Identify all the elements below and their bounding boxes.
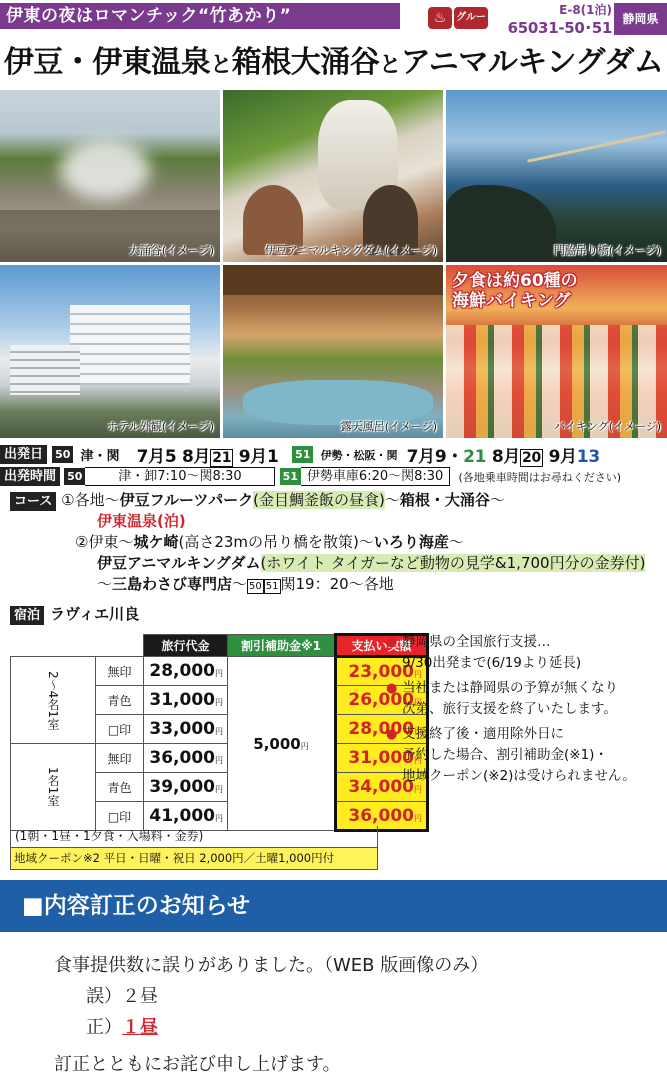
subsidy-amount <box>228 657 336 831</box>
seat-type: □印 <box>96 715 144 744</box>
yen-unit: 円 <box>414 813 422 823</box>
tour-price <box>144 744 228 773</box>
course-spot: 箱根・大涌谷 <box>399 491 490 509</box>
route-51-time: 伊勢車庫6:20～関8:30 <box>301 467 450 486</box>
course-spot: 伊豆フルーツパーク <box>119 491 254 509</box>
group-badge: グループ <box>454 7 488 29</box>
course-text: ②伊東～ <box>75 533 134 551</box>
tour-code-top: E-8(1泊) <box>559 3 612 17</box>
course-spot: 三島わさび専門店 <box>112 575 233 593</box>
title-part-1: 伊豆・伊東温泉 <box>3 45 211 80</box>
yen-unit: 円 <box>414 669 422 679</box>
note-text: 支援終了後・適用除外日に <box>402 726 564 742</box>
payment-value: 36,000 <box>348 805 414 826</box>
date: 7月5 <box>136 447 177 467</box>
route-51-dates <box>407 447 600 467</box>
header-payment: 支払い実額 <box>336 635 428 657</box>
payment-value: 28,000 <box>348 719 414 739</box>
note-item <box>386 724 666 787</box>
title-connector-2: と <box>379 53 401 78</box>
photo-hotel <box>0 265 220 438</box>
course-line-3 <box>10 532 660 553</box>
departure-time-label: 出発時間 <box>0 467 60 486</box>
correct-value: １昼 <box>122 1017 158 1038</box>
wrong-value: ２昼 <box>122 986 158 1007</box>
date-month: 8月 <box>491 447 521 467</box>
yen-unit: 円 <box>215 785 223 794</box>
seat-type: 無印 <box>96 657 144 686</box>
header-price: 旅行代金 <box>144 635 228 657</box>
seat-type: 青色 <box>96 773 144 802</box>
room-group-1: 1名1室 <box>11 744 96 831</box>
payment-value: 26,000 <box>348 690 414 710</box>
payment-value: 31,000 <box>348 748 414 768</box>
note-text: 当社または静岡県の予算が無くなり <box>402 680 618 696</box>
route-50-cities: 津・関 <box>80 449 120 464</box>
note-text: 静岡県の全国旅行支援… <box>402 634 551 650</box>
route-50-mark: 50 <box>249 581 262 592</box>
course-text: ～ <box>97 575 113 593</box>
note-text: 予約した場合、割引補助金(※1)・ <box>402 747 608 763</box>
yen-unit: 円 <box>215 756 223 765</box>
notice-line: 食事提供数に誤りがありました。（WEB 版画像のみ） <box>54 955 489 976</box>
note-item <box>386 678 666 720</box>
included-items: (1朝・1昼・1夕食・入場料・金券) <box>10 826 378 848</box>
prefecture-badge: 静岡県 <box>614 3 667 35</box>
course-text: ①各地～ <box>61 491 120 509</box>
tour-code: 65031-50･51 <box>507 19 612 37</box>
accommodation <box>10 603 139 625</box>
onsen-icon: ♨ <box>428 7 452 29</box>
course-text: ～ <box>448 533 464 551</box>
table-row <box>11 744 428 773</box>
wrong-label: 誤） <box>86 986 122 1007</box>
table-row <box>11 657 428 686</box>
price-value: 41,000 <box>149 806 215 826</box>
buffet-line-1: 夕食は約60種の <box>452 271 578 291</box>
seat-type: □印 <box>96 802 144 831</box>
departure-times <box>0 467 667 486</box>
course-text: ～ <box>232 575 248 593</box>
tour-price <box>144 686 228 715</box>
price-value: 28,000 <box>149 661 215 681</box>
photo-caption: 門脇吊り橋(イメージ) <box>553 244 661 257</box>
seat-type: 無印 <box>96 744 144 773</box>
payment-value: 23,000 <box>348 661 414 682</box>
yen-unit: 円 <box>300 741 309 751</box>
travel-support-notes <box>386 632 666 787</box>
title-part-3: アニマルキングダム <box>400 45 664 80</box>
course-spot: いろり海産 <box>373 533 449 551</box>
seat-type: 青色 <box>96 686 144 715</box>
date-month: 9月 <box>548 447 577 467</box>
stay-label: 宿泊 <box>10 606 44 625</box>
note-text: 9/30出発まで(6/19より延長) <box>402 655 582 671</box>
photo-caption: 大涌谷(イメージ) <box>128 244 214 257</box>
notice-closing: 訂正とともにお詫び申し上げます。 <box>54 1054 341 1075</box>
photo-buffet <box>446 265 667 438</box>
buffet-headline <box>452 271 578 311</box>
course-stay: 伊東温泉(泊) <box>97 512 186 530</box>
note-text: 次第、旅行支援を終了いたします。 <box>402 701 617 717</box>
course-spot: 城ケ崎 <box>133 533 179 551</box>
date-blue: 13 <box>576 447 600 467</box>
photo-suspension-bridge <box>446 90 667 262</box>
tour-price <box>144 715 228 744</box>
route-50-badge: 50 <box>52 446 73 463</box>
date-boxed: 21 <box>212 450 232 466</box>
note-text: 地域クーポン(※2)は受けられません。 <box>402 768 636 784</box>
yen-unit: 円 <box>215 669 223 678</box>
yen-unit: 円 <box>414 698 422 707</box>
tour-price <box>144 657 228 686</box>
course-label: コース <box>10 492 56 511</box>
course-text: ～ <box>489 491 505 509</box>
boarding-time-note: (各地乗車時間はお尋ねください) <box>458 470 622 484</box>
regional-coupon: 地域クーポン※2 平日・日曜・祝日 2,000円／土曜1,000円付 <box>10 848 378 870</box>
course-line-5 <box>10 574 660 595</box>
route-50-time: 津・卸7:10～関8:30 <box>85 467 275 486</box>
date: 7月9・ <box>406 447 464 467</box>
course-line-2 <box>10 511 660 532</box>
photo-grid <box>0 90 667 438</box>
correction-notice-body <box>54 950 488 1079</box>
hotel-name: ラヴィエ川良 <box>50 605 140 623</box>
departure-dates <box>0 442 667 467</box>
yen-unit: 円 <box>215 698 223 707</box>
correction-notice-title: ■内容訂正のお知らせ <box>0 880 667 932</box>
course-text: 関19：20～各地 <box>280 575 394 593</box>
route-51-cities: 伊勢・松阪・関 <box>320 448 398 462</box>
date-boxed: 20 <box>522 450 541 466</box>
title-connector-1: と <box>210 53 232 78</box>
room-group-2-4: 2～4名1室 <box>11 657 96 744</box>
header <box>0 0 667 45</box>
yen-unit: 円 <box>215 814 223 823</box>
note-item <box>386 632 666 674</box>
price-value: 33,000 <box>149 719 215 739</box>
page-title <box>0 38 667 88</box>
notice-correct <box>54 1012 488 1043</box>
price-value: 31,000 <box>149 690 215 710</box>
payment-value: 34,000 <box>348 777 414 797</box>
yen-unit: 円 <box>414 727 422 736</box>
price-value: 36,000 <box>149 748 215 768</box>
photo-caption: 伊豆アニマルキングダム(イメージ) <box>264 244 437 257</box>
buffet-line-2: 海鮮バイキング <box>452 291 571 311</box>
date-green: 21 <box>463 447 487 467</box>
departure-label: 出発日 <box>0 445 47 464</box>
photo-owakudani <box>0 90 220 262</box>
course-text: (高さ23mの吊り橋を散策)～ <box>178 533 374 551</box>
route-50-badge: 50 <box>64 468 85 485</box>
route-50-dates <box>137 447 285 467</box>
course-spot: 伊豆アニマルキングダム <box>97 554 261 572</box>
date-month: 8月 <box>182 447 211 467</box>
yen-unit: 円 <box>414 785 422 794</box>
price-value: 39,000 <box>149 777 215 797</box>
price-table <box>10 633 429 832</box>
notice-wrong <box>54 981 488 1012</box>
subsidy-value: 5,000 <box>253 734 301 753</box>
route-51-badge: 51 <box>280 468 301 485</box>
photo-animal-kingdom <box>223 90 443 262</box>
photo-caption: バイキング(イメージ) <box>554 420 661 433</box>
correct-label: 正） <box>86 1017 122 1038</box>
header-subsidy: 割引補助金※1 <box>228 635 336 657</box>
tour-price <box>144 773 228 802</box>
course-line-1 <box>10 490 660 511</box>
course-line-4 <box>10 553 660 574</box>
photo-open-air-bath <box>223 265 443 438</box>
title-part-2: 箱根大涌谷 <box>231 45 380 80</box>
course-highlight: (金目鯛釜飯の昼食) <box>253 491 385 509</box>
date: 9月1 <box>238 447 279 467</box>
route-51-badge: 51 <box>292 446 313 463</box>
photo-caption: ホテル外観(イメージ) <box>107 420 214 433</box>
course <box>10 490 660 595</box>
yen-unit: 円 <box>414 756 422 765</box>
yen-unit: 円 <box>215 727 223 736</box>
tagline: 伊東の夜はロマンチック“竹あかり” <box>0 3 400 29</box>
course-text: ～ <box>384 491 400 509</box>
photo-caption: 露天風呂(イメージ) <box>340 420 437 433</box>
course-highlight: (ホワイト タイガーなど動物の見学&1,700円分の金券付) <box>260 554 646 572</box>
route-51-mark: 51 <box>265 581 279 592</box>
